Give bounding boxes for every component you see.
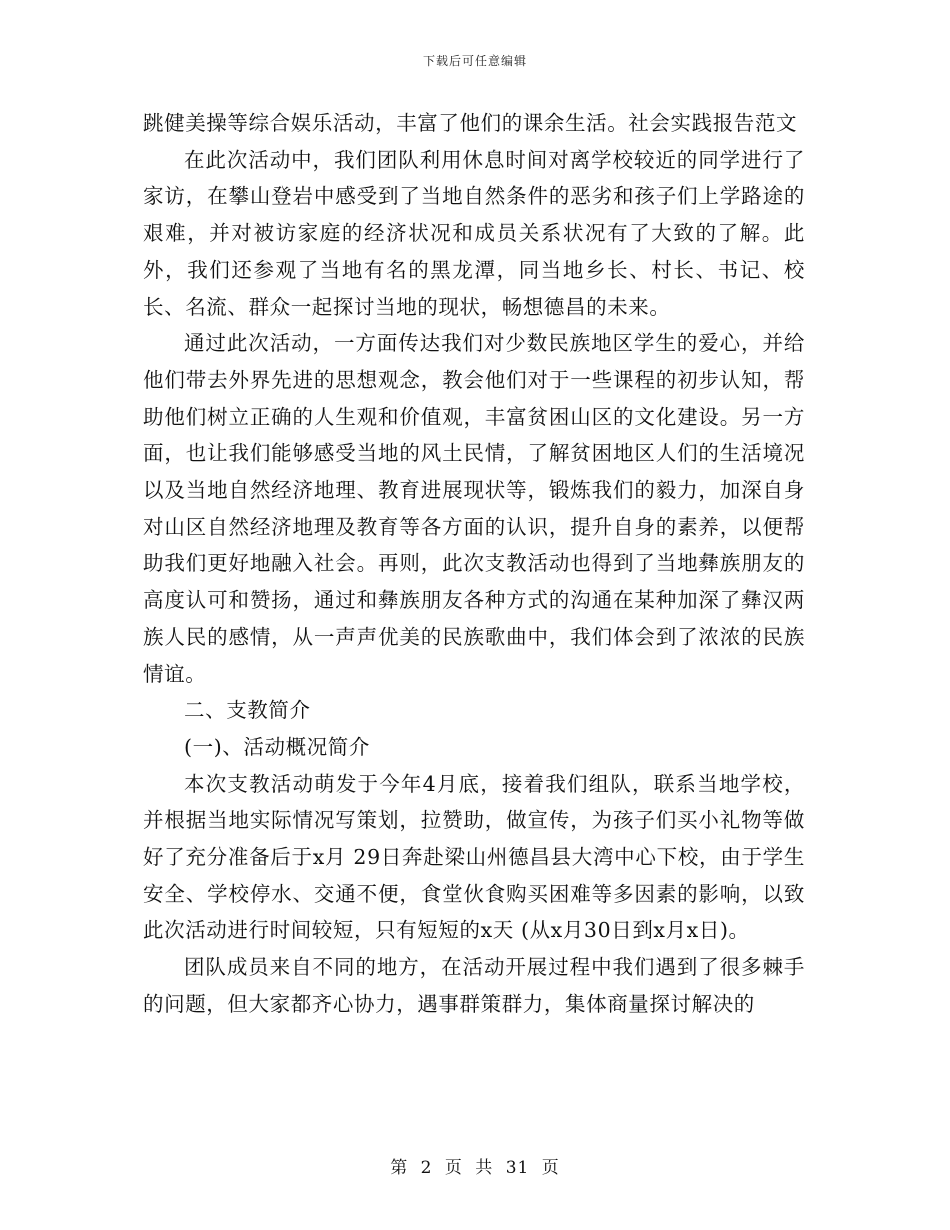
subsection-heading-1: (一)、活动概况简介: [184, 734, 370, 759]
paragraph-3: 通过此次活动，一方面传达我们对少数民族地区学生的爱心，并给他们带去外界先进的思想观念，教会他们对于一些课程的初步认知，帮助他们树立正确的人生观和价值观，丰富贫困山区的文化建设。另一方面，也让我们能够感受当地的风土民情，了解贫困地区人们的生活境况以及当地自然经济地理、教育进展现状等，锻炼我们的毅力，加深自身对山区自然经济地理及教育等各方面的认识，提升自身的素养，以便帮助我们更好地融入社会。再则，此次支教活动也得到了当地彝族朋友的高度认可和赞扬，通过和彝族朋友各种方式的沟通在某种加深了彝汉两族人民的感情，从一声声优美的民族歌曲中，我们体会到了浓浓的民族情谊。: [143, 331, 805, 686]
page-header: 下载后可任意编辑: [422, 54, 527, 68]
paragraph-1: 跳健美操等综合娱乐活动，丰富了他们的课余生活。社会实践报告范文: [143, 111, 798, 135]
page-number-footer: 第 2 页 共 31 页: [390, 1158, 560, 1178]
section-heading-2: 二、支教简介: [184, 698, 311, 723]
paragraph-4: 本次支教活动萌发于今年4月底，接着我们组队，联系当地学校，并根据当地实际情况写策划，拉赞助，做宣传，为孩子们买小礼物等做好了充分准备后于x月 29日奔赴梁山州德昌县大湾中心下校，由于学生安全、学校停水、交通不便，食堂伙食购买困难等多因素的影响，以致此次活动进行时间较短，只有短短的x天 (从x月30日到x月x日)。: [143, 771, 805, 943]
paragraph-2: 在此次活动中，我们团队利用休息时间对离学校较近的同学进行了家访，在攀山登岩中感受到了当地自然条件的恶劣和孩子们上学路途的艰难，并对被访家庭的经济状况和成员关系状况有了大致的了解。此外，我们还参观了当地有名的黑龙潭，同当地乡长、村长、书记、校长、名流、群众一起探讨当地的现状，畅想德昌的未来。: [143, 147, 805, 319]
paragraph-5: 团队成员来自不同的地方，在活动开展过程中我们遇到了很多棘手的问题，但大家都齐心协力，遇事群策群力，集体商量探讨解决的: [143, 955, 805, 1016]
document-body: [143, 105, 805, 1023]
